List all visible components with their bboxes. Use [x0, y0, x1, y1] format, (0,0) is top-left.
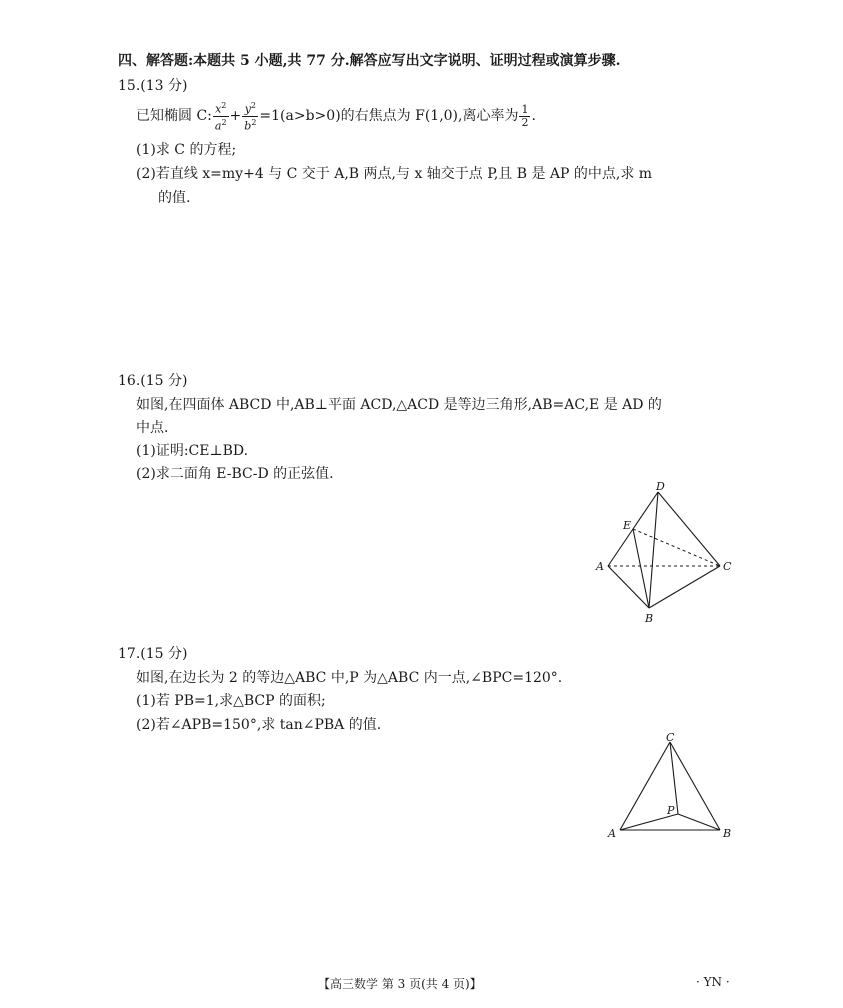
segment-EB	[633, 529, 649, 608]
fraction-one-half	[519, 104, 530, 129]
question-15-part-2-line-1: (2)若直线 x=my+4 与 C 交于 A,B 两点,与 x 轴交于点 P,且 B 是 AP 的中点,求 m	[136, 166, 653, 182]
question-15-stem: 已知椭圆 C: $\frac{x^2}{a^2}$ + $\frac{y^2}{b^2}$ =1(a>b>0)的右焦点为 F(1,0),离心率为 $\frac{1}{2}$ .	[136, 101, 536, 133]
fraction-y2-b2: $\frac{y^2}{b^2}$	[244, 101, 257, 133]
label-E: E	[623, 519, 632, 532]
question-16-stem-line-2: 中点.	[136, 420, 169, 436]
q15-half-num: 1	[521, 102, 529, 116]
label-A: A	[596, 560, 604, 573]
edge-DB	[649, 492, 658, 608]
question-15-number: 15.(13 分)	[118, 78, 188, 94]
q15-stem-mid: =1(a>b>0)的右焦点为 F(1,0),离心率为	[259, 108, 519, 125]
label-B: B	[723, 827, 732, 840]
label-D: D	[656, 480, 665, 493]
section-header: 四、解答题:本题共 5 小题,共 77 分.解答应写出文字说明、证明过程或演算步骤.	[118, 53, 621, 69]
footer-code: · YN ·	[696, 975, 730, 989]
q15-a: a	[214, 119, 222, 133]
tetrahedron-figure	[590, 478, 740, 628]
edge-AB	[608, 566, 649, 608]
label-C: C	[723, 560, 732, 573]
edge-DC	[658, 492, 720, 566]
q15-x: x	[215, 102, 222, 116]
question-15-part-2-line-2: 的值.	[158, 190, 191, 206]
edge-CB	[649, 566, 720, 608]
question-17-number: 17.(15 分)	[118, 646, 188, 662]
q15-half-den: 2	[521, 115, 529, 129]
label-P: P	[667, 804, 675, 817]
q15-stem-pre: 已知椭圆 C:	[136, 108, 212, 125]
triangle-figure	[600, 730, 745, 845]
fraction-x2-a2: $\frac{x^2}{a^2}$	[214, 101, 227, 133]
label-B: B	[645, 612, 654, 625]
question-16-number: 16.(15 分)	[118, 373, 188, 389]
q15-b: b	[244, 119, 252, 133]
edge-CB	[670, 742, 720, 830]
question-17-part-1: (1)若 PB=1,求△BCP 的面积;	[136, 693, 326, 709]
question-15-part-1: (1)求 C 的方程;	[136, 142, 237, 158]
segment-BP	[678, 814, 720, 830]
question-16-part-2: (2)求二面角 E-BC-D 的正弦值.	[136, 466, 334, 482]
label-C: C	[666, 731, 675, 744]
label-A: A	[608, 827, 616, 840]
question-17-stem: 如图,在边长为 2 的等边△ABC 中,P 为△ABC 内一点,∠BPC=120°.	[136, 670, 563, 686]
q15-y: y	[244, 102, 251, 116]
question-16-stem-line-1: 如图,在四面体 ABCD 中,AB⊥平面 ACD,△ACD 是等边三角形,AB=AC,E 是 AD 的	[136, 397, 662, 413]
question-16-part-1: (1)证明:CE⊥BD.	[136, 443, 249, 459]
edge-CA	[620, 742, 670, 830]
question-17-part-2: (2)若∠APB=150°,求 tan∠PBA 的值.	[136, 717, 382, 733]
segment-EC-hidden	[633, 529, 720, 566]
page-footer: 【高三数学 第 3 页(共 4 页)】	[318, 977, 482, 991]
